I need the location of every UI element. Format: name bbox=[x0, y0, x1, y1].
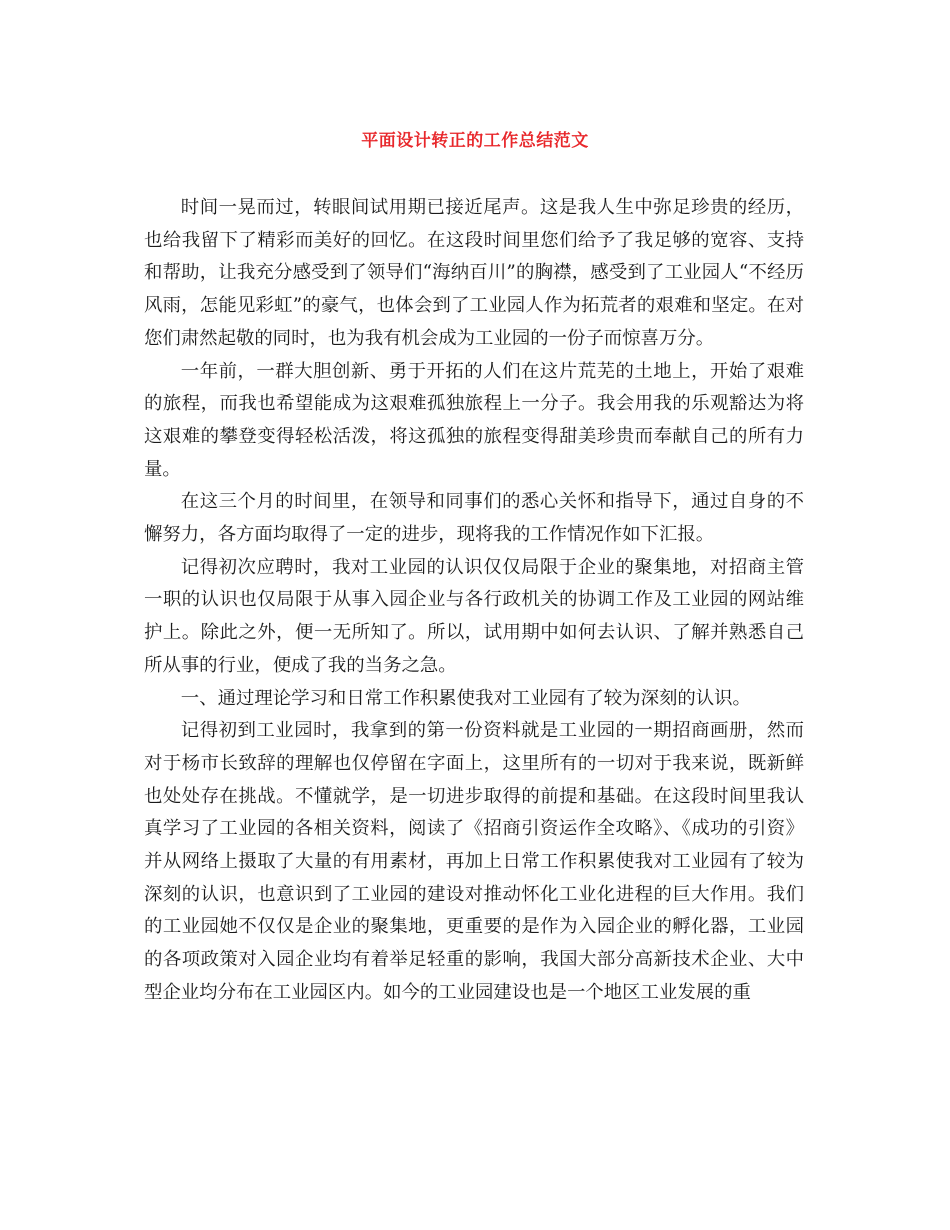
section-heading-1: 一、通过理论学习和日常工作积累使我对工业园有了较为深刻的认识。 bbox=[180, 687, 751, 709]
paragraph-1: 时间一晃而过，转眼间试用期已接近尾声。这是我人生中弥足珍贵的经历，也给我留下了精彩而美好的回忆。在这段时间里您们给予了我足够的宽容、支持和帮助，让我充分感受到了领导们“海纳百川”的胸襟，感受到了工业园人“不经历风雨，怎能见彩虹”的豪气，也体会到了工业园人作为拓荒者的艰难和坚定。在对您们肃然起敬的同时，也为我有机会成为工业园的一份子而惊喜万分。 bbox=[144, 197, 804, 349]
paragraph-5: 记得初到工业园时，我拿到的第一份资料就是工业园的一期招商画册，然而对于杨市长致辞的理解也仅停留在字面上，这里所有的一切对于我来说，既新鲜也处处存在挑战。不懂就学，是一切进步取得的前提和基础。在这段时间里我认真学习了工业园的各相关资料，阅读了《招商引资运作全攻略》、《成功的引资》并从网络上摄取了大量的有用素材，再加上日常工作积累使我对工业园有了较为深刻的认识，也意识到了工业园的建设对推动怀化工业化进程的巨大作用。我们的工业园她不仅仅是企业的聚集地，更重要的是作为入园企业的孵化器，工业园的各项政策对入园企业均有着举足轻重的影响，我国大部分高新技术企业、大中型企业均分布在工业园区内。如今的工业园建设也是一个地区工业发展的重 bbox=[144, 720, 804, 1003]
paragraph-4: 记得初次应聘时，我对工业园的认识仅仅局限于企业的聚集地，对招商主管一职的认识也仅局限于从事入园企业与各行政机关的协调工作及工业园的网站维护上。除此之外，便一无所知了。所以，试用期中如何去认识、了解并熟悉自己所从事的行业，便成了我的当务之急。 bbox=[144, 556, 804, 676]
document-body bbox=[144, 192, 804, 1010]
paragraph-2: 一年前，一群大胆创新、勇于开拓的人们在这片荒芜的土地上，开始了艰难的旅程，而我也希望能成为这艰难孤独旅程上一分子。我会用我的乐观豁达为将这艰难的攀登变得轻松活泼，将这孤独的旅程变得甜美珍贵而奉献自己的所有力量。 bbox=[144, 360, 804, 480]
document-title: 平面设计转正的工作总结范文 bbox=[361, 131, 589, 151]
paragraph-3: 在这三个月的时间里，在领导和同事们的悉心关怀和指导下，通过自身的不懈努力，各方面均取得了一定的进步，现将我的工作情况作如下汇报。 bbox=[144, 491, 804, 546]
